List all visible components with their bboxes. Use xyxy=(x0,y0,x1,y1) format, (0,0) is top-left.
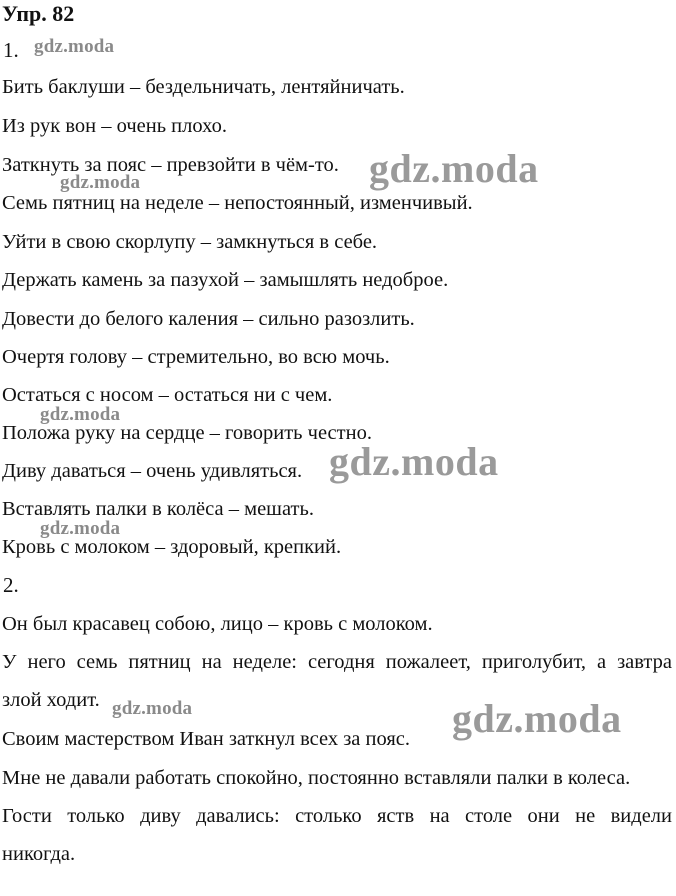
watermark: gdz.moda xyxy=(369,146,539,191)
watermark: gdz.moda xyxy=(60,172,141,193)
idiom-line: Кровь с молоком – здоровый, крепкий. xyxy=(2,536,342,558)
watermark: gdz.moda xyxy=(329,439,499,484)
idiom-line: Довести до белого каления – сильно разозлить. xyxy=(2,308,415,330)
watermark: gdz.moda xyxy=(112,698,193,719)
sentence-line: Мне не давали работать спокойно, постоянно вставляли палки в колеса. xyxy=(2,767,631,789)
watermark: gdz.moda xyxy=(40,404,121,425)
watermark: gdz.moda xyxy=(34,36,115,57)
section-1-number: 1. xyxy=(3,38,19,62)
idiom-line: Очертя голову – стремительно, во всю мочь. xyxy=(2,346,390,368)
sentence-line: У него семь пятниц на неделе: сегодня пожалеет, приголубит, а завтра xyxy=(2,651,672,673)
idiom-line: Вставлять палки в колёса – мешать. xyxy=(2,498,314,520)
idiom-line: Семь пятниц на неделе – непостоянный, изменчивый. xyxy=(2,192,473,214)
idiom-line: Диву даваться – очень удивляться. xyxy=(2,460,303,482)
watermark: gdz.moda xyxy=(452,696,622,741)
idiom-line: Из рук вон – очень плохо. xyxy=(2,115,227,137)
watermark: gdz.moda xyxy=(40,518,121,539)
idiom-line: Положа руку на сердце – говорить честно. xyxy=(2,422,372,444)
idiom-line: Остаться с носом – остаться ни с чем. xyxy=(2,384,333,406)
idiom-line: Уйти в свою скорлупу – замкнуться в себе. xyxy=(2,231,378,253)
sentence-line: Своим мастерством Иван заткнул всех за пояс. xyxy=(2,728,411,750)
exercise-heading: Упр. 82 xyxy=(2,1,75,26)
idiom-line: Заткнуть за пояс – превзойти в чём-то. xyxy=(2,154,339,176)
section-2-number: 2. xyxy=(3,573,19,597)
sentence-line: Гости только диву давались: столько яств на столе они не видели xyxy=(2,805,672,827)
idiom-line: Бить баклуши – бездельничать, лентяйничать. xyxy=(2,76,405,98)
sentence-line: Он был красавец собою, лицо – кровь с молоком. xyxy=(2,613,433,635)
sentence-line: никогда. xyxy=(2,843,76,865)
sentence-line: злой ходит. xyxy=(2,689,100,711)
idiom-line: Держать камень за пазухой – замышлять недоброе. xyxy=(2,269,449,291)
